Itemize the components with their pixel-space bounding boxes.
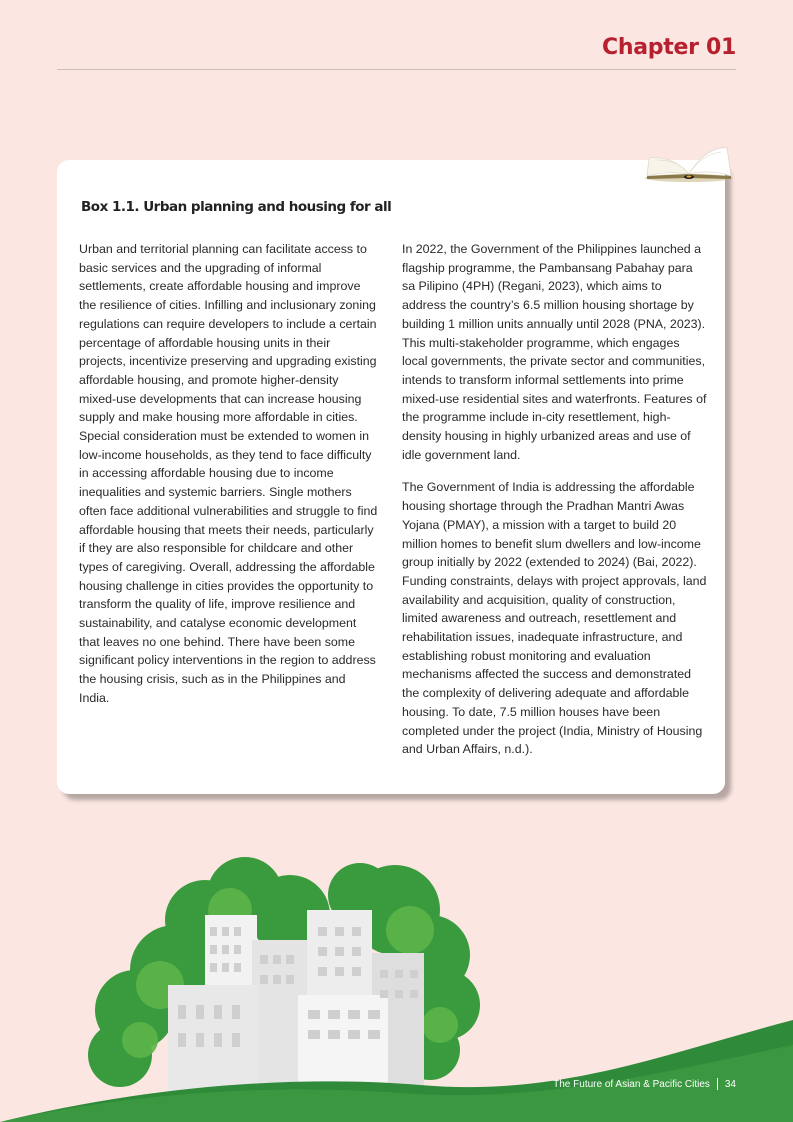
chapter-heading: Chapter 01 [602,35,736,60]
box-right-column [402,240,707,773]
page-footer [553,1078,736,1090]
header-divider [57,69,736,70]
open-book-icon [643,138,735,184]
box-title: Box 1.1. Urban planning and housing for all [81,199,392,215]
page-number: 34 [724,1078,736,1090]
footer-separator [717,1078,718,1090]
left-paragraph-1: Urban and territorial planning can facilitate access to basic services and the upgrading of informal settlements, create affordable housing and improve the resilience of cities. Infilling and inclusionary zoning regulations can require developers to include a certain percentage of affordable housing units in their projects, incentivize preserving and upgrading existing affordable housing, and promote higher-density mixed-use developments that can increase housing supply and make housing more affordable in cities. Special consideration must be extended to women in low-income households, as they tend to face difficulty in accessing affordable housing due to income inequalities and systemic barriers. Single mothers often face additional vulnerabilities and struggle to find affordable housing that meets their needs, particularly if they are also responsible for childcare and other types of caregiving. Overall, addressing the affordable housing challenge in cities provides the opportunity to transform the quality of life, improve resilience and sustainability, and catalyse economic development that leaves no one behind. There have been some significant policy interventions in the region to address the housing crisis, such as in the Philippines and India. [79,242,378,705]
publication-title: The Future of Asian & Pacific Cities [553,1078,710,1090]
info-box [57,160,725,794]
right-paragraph-1: In 2022, the Government of the Philippines launched a flagship programme, the Pambansang Pabahay para sa Pilipino (4PH) (Regani, 2023), which aims to address the country’s 6.5 million housing shortage by building 1 million units annually until 2028 (PNA, 2023). This multi-stakeholder programme, which engages local governments, the private sector and communities, intends to transform informal settlements into prime mixed-use residential sites and waterfronts. Features of the programme include in-city resettlement, high-density housing in highly urbanized areas and use of idle government land. [402,242,707,462]
box-left-column [79,240,379,722]
right-paragraph-2: The Government of India is addressing the affordable housing shortage through the Pradhan Mantri Awas Yojana (PMAY), a mission with a target to build 20 million homes to benefit slum dwellers and low-income group initially by 2022 (extended to 2024) (Bai, 2022). Funding constraints, delays with project approvals, land availability and acquisition, quality of construction, limited awareness and outreach, resettlement and rehabilitation issues, inadequate infrastructure, and establishing robust monitoring and evaluation mechanisms affected the success and demonstrated the complexity of delivering adequate and affordable housing. To date, 7.5 million houses have been completed under the project (India, Ministry of Housing and Urban Affairs, n.d.). [402,480,707,757]
